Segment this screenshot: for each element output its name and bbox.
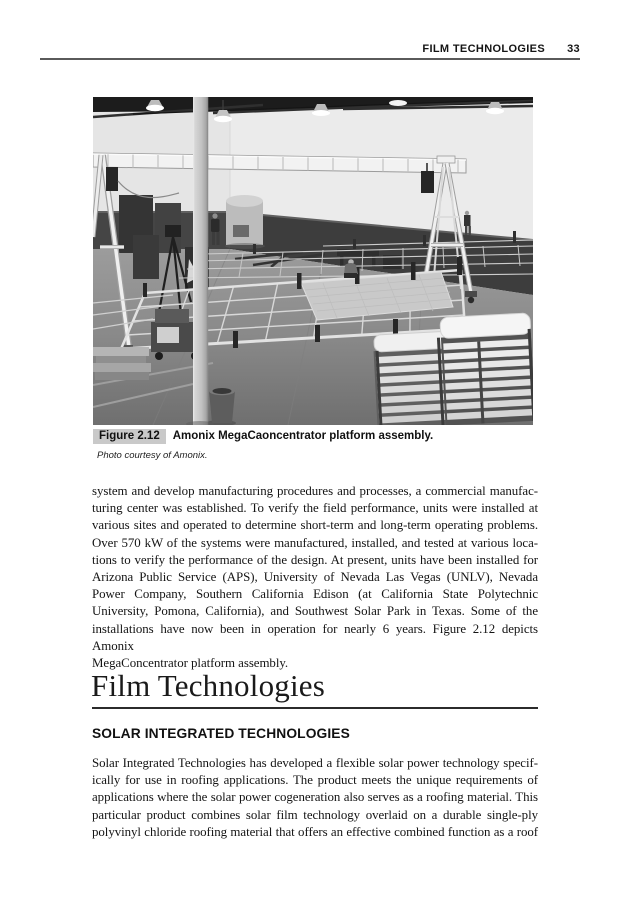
running-header-title: FILM TECHNOLOGIES xyxy=(422,43,546,55)
figure-caption-text: Amonix MegaCaoncentrator platform assembly. xyxy=(172,430,434,442)
text-line: ically for use in roofing applications. The product meets the unique requirements of xyxy=(92,773,538,788)
header-rule xyxy=(40,58,580,60)
text-line: installations have now been in operation for nearly 6 years. Figure 2.12 depicts Amonix xyxy=(92,621,538,653)
figure-caption xyxy=(93,429,539,444)
text-line: various sites and operated to determine short-term and long-term operating problems. xyxy=(92,518,538,533)
figure-credit: Photo courtesy of Amonix. xyxy=(97,450,208,461)
text-line: tions to verify the performance of the design. At present, units have been installed for xyxy=(92,552,538,567)
text-line: MegaConcentrator platform assembly. xyxy=(92,656,289,671)
text-line: Arizona Public Service (APS), University of Nevada Las Vegas (UNLV), Nevada xyxy=(92,570,538,585)
page-number: 33 xyxy=(567,43,580,55)
section-title-rule xyxy=(92,707,538,709)
text-line: University, Pomona, California), and Southwest Solar Park in Texas. Some of the xyxy=(92,604,538,619)
body-paragraph-2 xyxy=(92,755,538,841)
text-line: system and develop manufacturing procedures and processes, a commercial manufac- xyxy=(92,484,538,498)
body-paragraph-1 xyxy=(92,483,538,672)
text-line: Power Company, Southern California Edison (at California State Polytechnic xyxy=(92,587,538,602)
section-title: Film Technologies xyxy=(91,668,326,703)
warehouse-photo-illustration xyxy=(93,97,533,425)
text-line: Solar Integrated Technologies has developed a flexible solar power technology specif- xyxy=(92,756,538,770)
text-line: applications where the solar power cogeneration also serves as a roofing material. This xyxy=(92,790,538,805)
text-line: polyvinyl chloride roofing material that offers an effective combined function as a roof xyxy=(92,824,538,839)
figure-label: Figure 2.12 xyxy=(93,429,166,444)
running-header xyxy=(40,43,580,55)
text-line: Over 570 kW of the systems were manufactured, installed, and tested at various loca- xyxy=(92,535,538,550)
text-line: particular product combines solar film technology overlaid on a durable single-ply xyxy=(92,807,538,822)
text-line: turing center was established. To verify the field performance, units were installed at xyxy=(92,501,538,516)
figure-photo xyxy=(93,97,533,425)
subsection-title: SOLAR INTEGRATED TECHNOLOGIES xyxy=(92,726,350,741)
